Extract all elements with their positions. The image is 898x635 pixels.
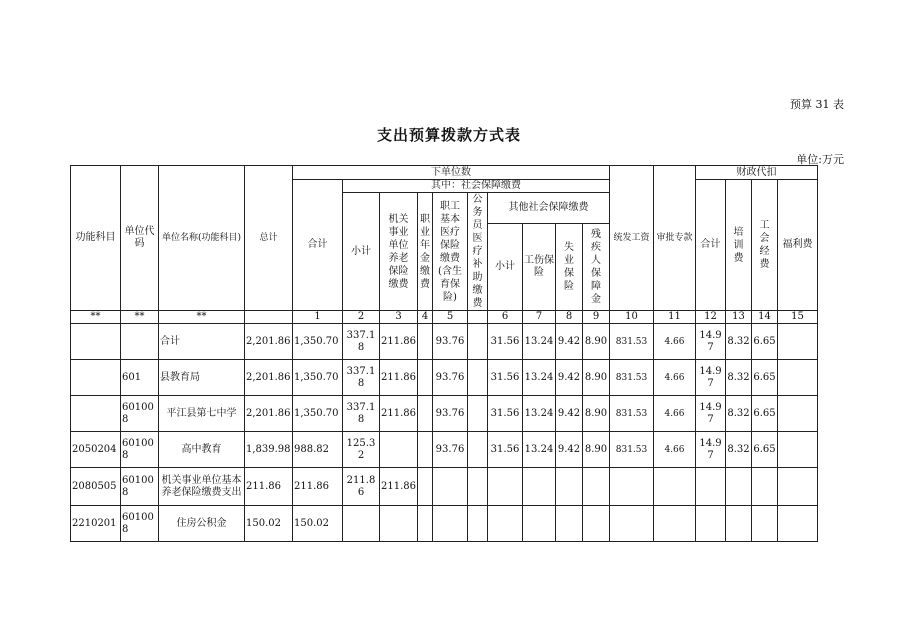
table-row <box>71 324 818 360</box>
table-cell: 831.53 <box>610 396 654 432</box>
hdr-training: 培训费 <box>733 226 744 264</box>
table-cell: 93.76 <box>433 396 468 432</box>
column-index-cell: 14 <box>752 311 778 324</box>
table-cell <box>778 360 818 396</box>
table-cell: 831.53 <box>610 324 654 360</box>
hdr-finance-agent: 财政代扣 <box>696 166 818 180</box>
column-index-cell: 10 <box>610 311 654 324</box>
table-cell: 6.65 <box>752 360 778 396</box>
table-cell: 337.18 <box>343 396 380 432</box>
table-cell <box>752 468 778 506</box>
hdr-unemployment: 失业保险 <box>564 241 574 292</box>
table-cell <box>583 468 610 506</box>
column-index-cell: 9 <box>583 311 610 324</box>
hdr-unit-code: 单位代码 <box>121 166 159 311</box>
table-cell: 6.65 <box>752 396 778 432</box>
table-cell: 合计 <box>159 324 245 360</box>
table-cell: 988.82 <box>293 432 343 468</box>
table-cell: 31.56 <box>488 396 523 432</box>
table-cell <box>433 468 468 506</box>
table-cell <box>71 324 121 360</box>
table-cell: 8.32 <box>726 432 752 468</box>
table-cell: 机关事业单位基本养老保险缴费支出 <box>159 468 245 506</box>
column-index-cell: 7 <box>523 311 556 324</box>
table-cell <box>778 432 818 468</box>
table-cell <box>468 324 488 360</box>
table-row <box>71 432 818 468</box>
column-index-cell: ** <box>121 311 159 324</box>
table-cell: 县教育局 <box>159 360 245 396</box>
table-cell <box>418 468 433 506</box>
table-cell <box>610 506 654 542</box>
table-cell: 150.02 <box>245 506 293 542</box>
hdr-injury: 工伤保险 <box>523 223 556 310</box>
column-index-cell: 8 <box>556 311 583 324</box>
hdr-func-subject: 功能科目 <box>71 166 121 311</box>
table-cell: 601008 <box>121 432 159 468</box>
table-cell <box>468 396 488 432</box>
table-cell: 337.18 <box>343 324 380 360</box>
table-cell <box>468 432 488 468</box>
table-cell: 125.32 <box>343 432 380 468</box>
table-cell: 2080505 <box>71 468 121 506</box>
column-index-cell: 3 <box>380 311 418 324</box>
table-cell <box>71 360 121 396</box>
table-cell: 2,201.86 <box>245 396 293 432</box>
table-cell: 31.56 <box>488 360 523 396</box>
table-cell: 150.02 <box>293 506 343 542</box>
table-cell: 601008 <box>121 468 159 506</box>
table-cell <box>380 432 418 468</box>
table-cell <box>654 468 696 506</box>
table-cell: 8.32 <box>726 324 752 360</box>
column-index-cell: ** <box>159 311 245 324</box>
table-cell <box>610 468 654 506</box>
table-cell: 211.86 <box>245 468 293 506</box>
table-cell: 8.90 <box>583 396 610 432</box>
table-cell: 4.66 <box>654 432 696 468</box>
table-cell: 6.65 <box>752 324 778 360</box>
table-cell: 337.18 <box>343 360 380 396</box>
table-row <box>71 396 818 432</box>
hdr-approval: 审批专款 <box>654 166 696 311</box>
budget-table <box>70 165 818 542</box>
hdr-lower-fund: 下单位数 <box>293 166 610 180</box>
table-cell: 93.76 <box>433 432 468 468</box>
table-cell: 14.97 <box>696 432 726 468</box>
column-index-row <box>71 311 818 324</box>
hdr-unit-name: 单位名称(功能科目) <box>159 166 245 311</box>
hdr-sum: 合计 <box>293 180 343 311</box>
column-index-cell: 4 <box>418 311 433 324</box>
table-cell: 31.56 <box>488 432 523 468</box>
table-cell <box>726 506 752 542</box>
table-cell: 211.86 <box>293 468 343 506</box>
hdr-medical: 职工基本医疗保险缴费(含生育保险) <box>438 200 462 303</box>
table-cell <box>726 468 752 506</box>
column-index-cell: 12 <box>696 311 726 324</box>
table-cell: 9.42 <box>556 324 583 360</box>
table-cell <box>523 468 556 506</box>
table-cell: 6.65 <box>752 432 778 468</box>
table-cell: 2,201.86 <box>245 324 293 360</box>
hdr-welfare: 福利费 <box>778 180 818 311</box>
table-row <box>71 506 818 542</box>
table-cell: 9.42 <box>556 432 583 468</box>
form-number: 预算 31 表 <box>790 98 844 111</box>
table-cell: 9.42 <box>556 396 583 432</box>
table-cell: 8.32 <box>726 360 752 396</box>
hdr-disabled: 残疾人保障金 <box>591 228 601 305</box>
table-cell: 8.90 <box>583 324 610 360</box>
table-cell <box>556 468 583 506</box>
table-row <box>71 360 818 396</box>
hdr-social-ins: 其中：社会保障缴费 <box>343 180 610 193</box>
table-cell <box>778 468 818 506</box>
table-cell <box>121 324 159 360</box>
hdr-union-fee: 工会经费 <box>759 220 770 270</box>
table-cell: 93.76 <box>433 360 468 396</box>
table-row <box>71 468 818 506</box>
table-cell: 14.97 <box>696 360 726 396</box>
table-cell <box>696 468 726 506</box>
table-cell <box>488 506 523 542</box>
table-cell: 93.76 <box>433 324 468 360</box>
table-cell: 4.66 <box>654 360 696 396</box>
table-cell: 211.86 <box>380 360 418 396</box>
table-cell: 601008 <box>121 506 159 542</box>
hdr-pension: 机关事业单位养老保险缴费 <box>388 213 409 290</box>
table-cell: 高中教育 <box>159 432 245 468</box>
table-cell <box>380 506 418 542</box>
unit-label: 单位:万元 <box>796 153 844 166</box>
table-cell: 13.24 <box>523 360 556 396</box>
table-cell <box>488 468 523 506</box>
table-cell: 601008 <box>121 396 159 432</box>
table-cell: 13.24 <box>523 324 556 360</box>
table-cell: 13.24 <box>523 396 556 432</box>
column-index-cell <box>245 311 293 324</box>
table-cell: 831.53 <box>610 360 654 396</box>
table-cell: 1,350.70 <box>293 396 343 432</box>
table-cell: 211.86 <box>380 468 418 506</box>
page-title: 支出预算拨款方式表 <box>376 126 521 144</box>
table-cell <box>778 324 818 360</box>
table-cell: 14.97 <box>696 324 726 360</box>
table-cell: 1,350.70 <box>293 324 343 360</box>
table-cell <box>583 506 610 542</box>
table-cell: 831.53 <box>610 432 654 468</box>
column-index-cell: 2 <box>343 311 380 324</box>
column-index-cell <box>468 311 488 324</box>
table-cell: 9.42 <box>556 360 583 396</box>
table-cell <box>433 506 468 542</box>
table-cell <box>418 506 433 542</box>
table-cell: 平江县第七中学 <box>159 396 245 432</box>
table-cell <box>696 506 726 542</box>
table-cell: 8.32 <box>726 396 752 432</box>
table-cell <box>523 506 556 542</box>
table-cell: 2,201.86 <box>245 360 293 396</box>
hdr-civil-med: 公务员医疗补助缴费 <box>472 194 483 309</box>
hdr-total: 总计 <box>245 166 293 311</box>
table-cell: 住房公积金 <box>159 506 245 542</box>
table-cell <box>418 396 433 432</box>
table-cell: 13.24 <box>523 432 556 468</box>
table-cell <box>468 360 488 396</box>
table-cell: 601 <box>121 360 159 396</box>
table-cell: 1,839.98 <box>245 432 293 468</box>
table-cell: 8.90 <box>583 360 610 396</box>
table-cell: 2210201 <box>71 506 121 542</box>
hdr-other-social: 其他社会保障缴费 <box>488 193 610 224</box>
table-cell: 1,350.70 <box>293 360 343 396</box>
table-cell: 211.86 <box>380 396 418 432</box>
table-cell <box>418 432 433 468</box>
table-cell <box>468 468 488 506</box>
table-cell: 2050204 <box>71 432 121 468</box>
table-cell <box>418 360 433 396</box>
column-index-cell: 15 <box>778 311 818 324</box>
column-index-cell: 6 <box>488 311 523 324</box>
hdr-fa-sum: 合计 <box>696 180 726 311</box>
column-index-cell: 11 <box>654 311 696 324</box>
table-cell: 8.90 <box>583 432 610 468</box>
table-cell <box>752 506 778 542</box>
hdr-annuity: 职业年金缴费 <box>420 213 430 290</box>
hdr-other-subtotal: 小计 <box>488 223 523 310</box>
table-cell: 4.66 <box>654 324 696 360</box>
table-cell <box>71 396 121 432</box>
table-cell <box>654 506 696 542</box>
hdr-salary: 统发工资 <box>610 166 654 311</box>
table-cell <box>418 324 433 360</box>
column-index-cell: 1 <box>293 311 343 324</box>
hdr-subtotal: 小计 <box>343 193 380 311</box>
table-cell: 4.66 <box>654 396 696 432</box>
table-cell <box>778 396 818 432</box>
column-index-cell: ** <box>71 311 121 324</box>
column-index-cell: 5 <box>433 311 468 324</box>
table-cell <box>343 506 380 542</box>
table-cell: 31.56 <box>488 324 523 360</box>
table-cell: 14.97 <box>696 396 726 432</box>
table-cell: 211.86 <box>343 468 380 506</box>
column-index-cell: 13 <box>726 311 752 324</box>
table-cell <box>468 506 488 542</box>
table-cell: 211.86 <box>380 324 418 360</box>
table-cell <box>556 506 583 542</box>
table-cell <box>778 506 818 542</box>
